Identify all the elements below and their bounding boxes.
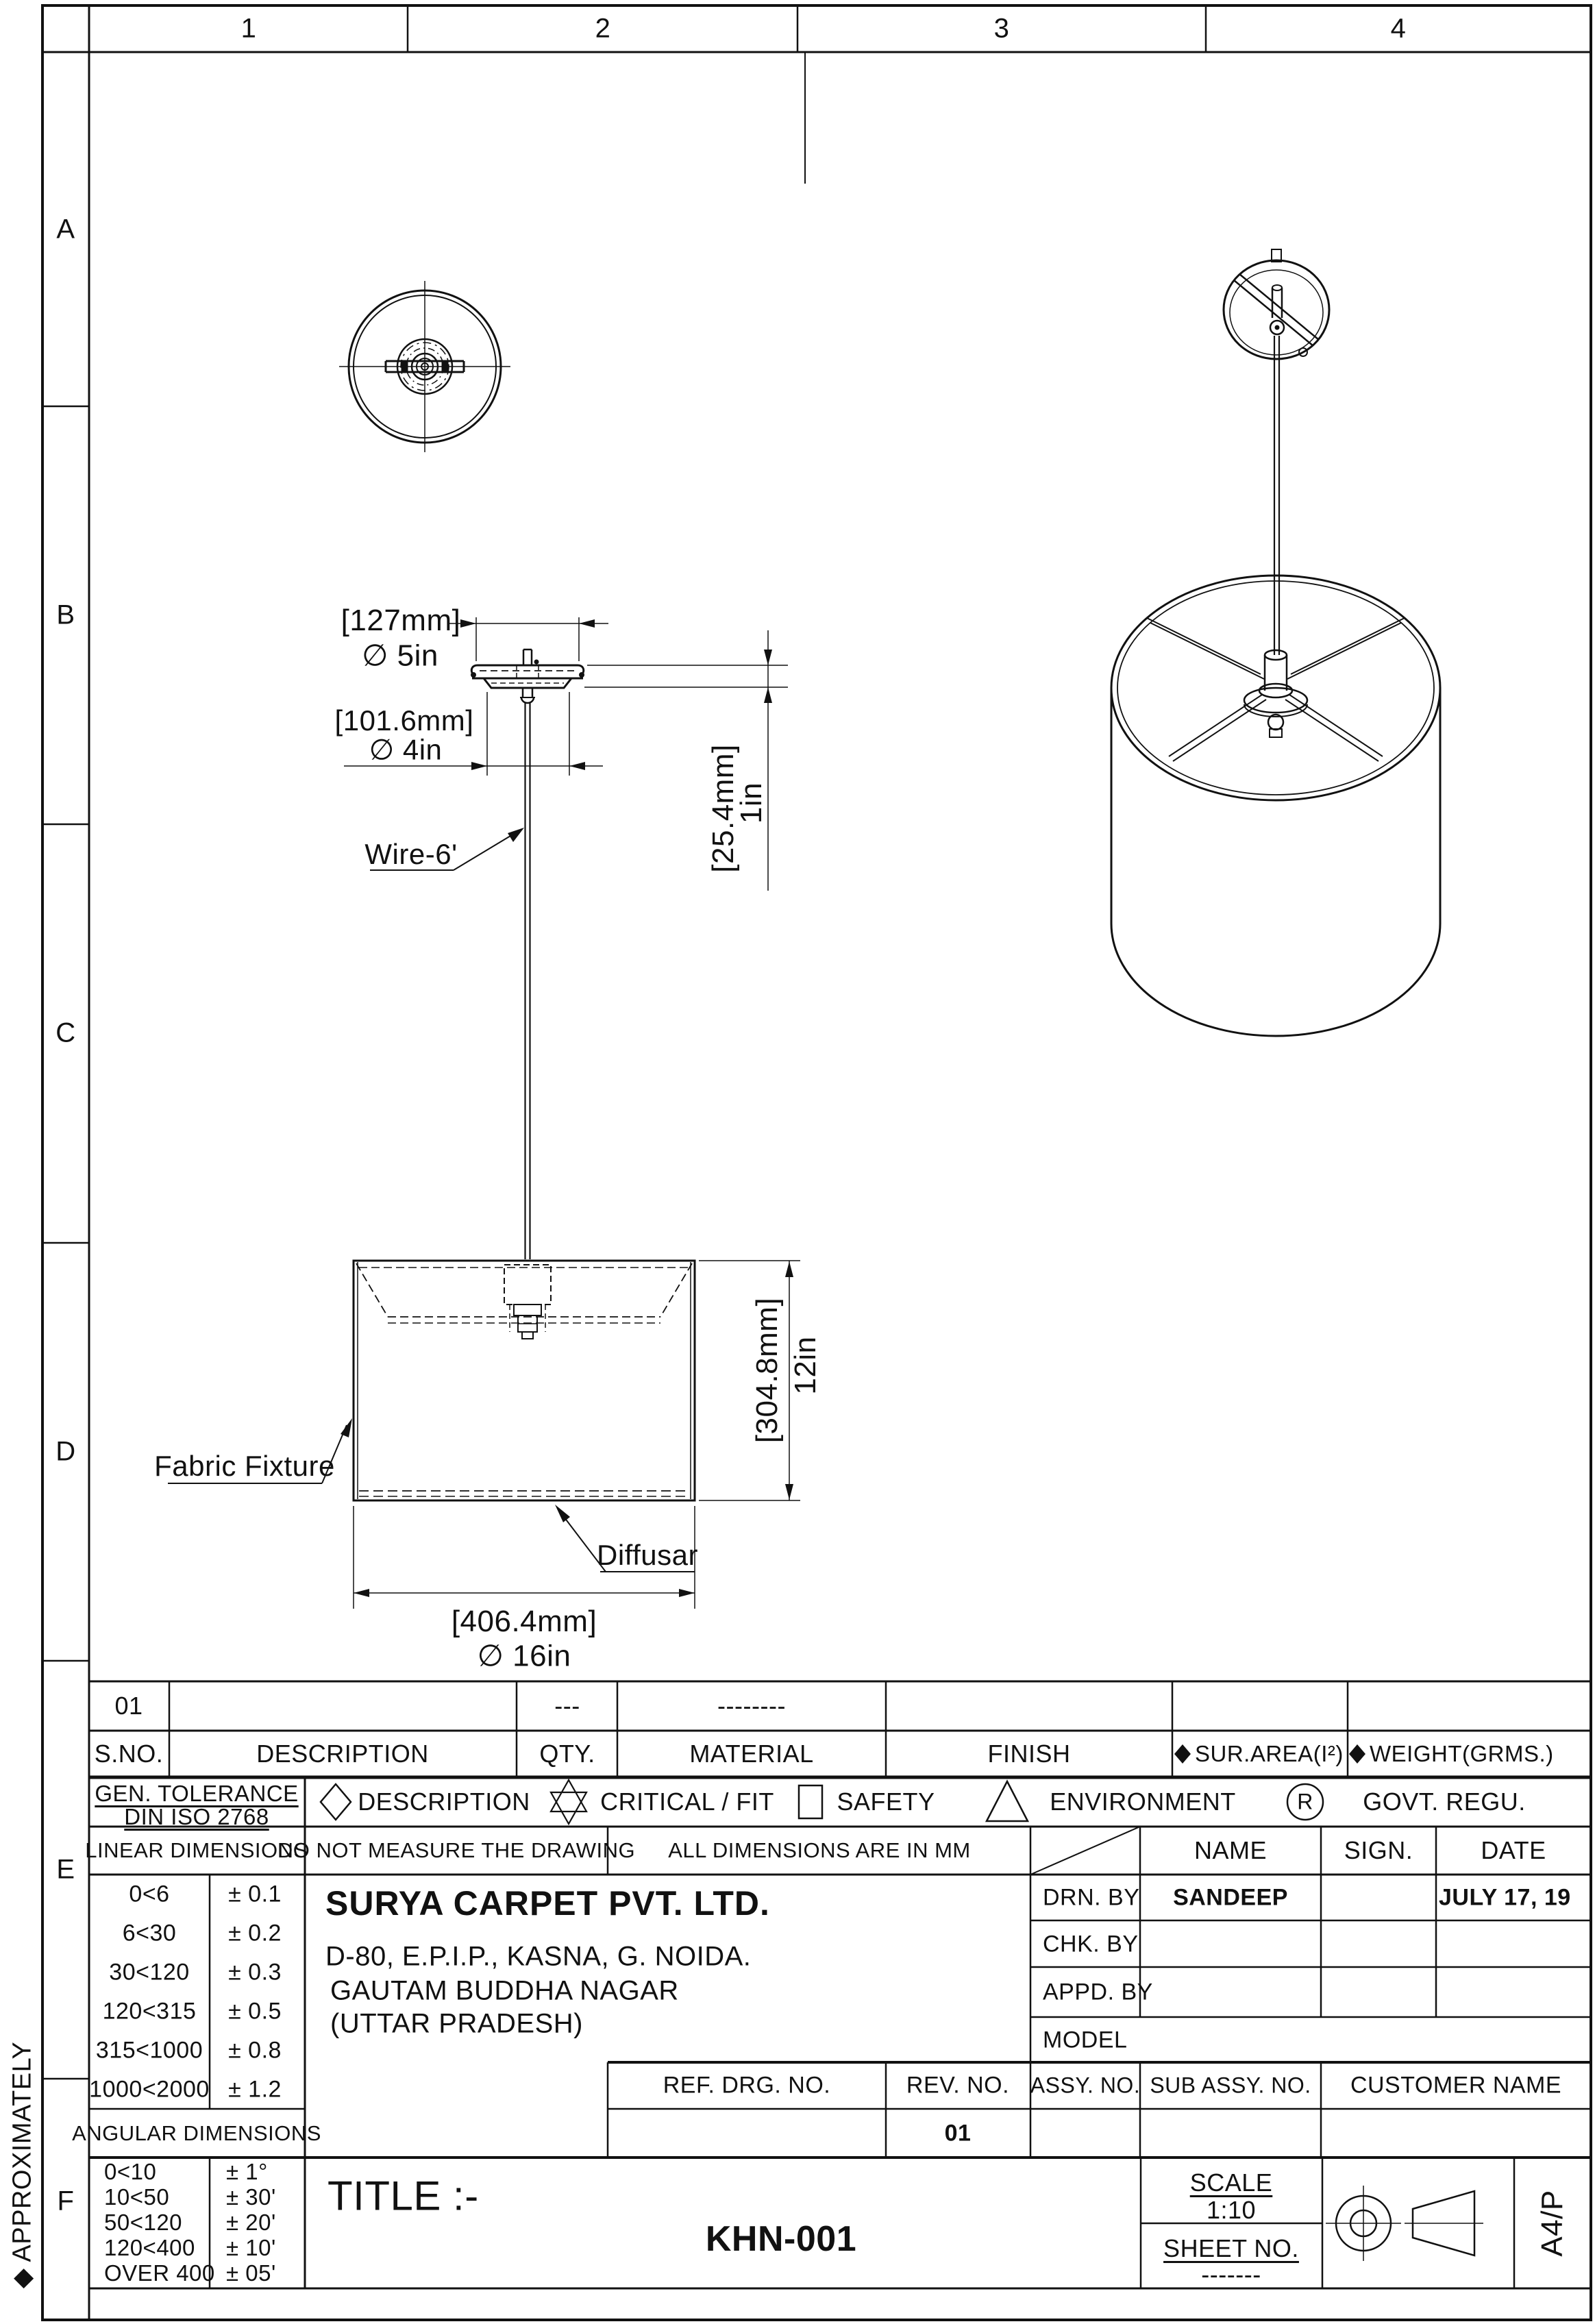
dim-12in-in: 12in bbox=[789, 1336, 822, 1395]
dim-dia16-mm: [406.4mm] bbox=[451, 1605, 597, 1638]
linear-tol-range-0: 0<6 bbox=[129, 1881, 170, 1907]
angular-tol-range-3: 120<400 bbox=[104, 2235, 195, 2260]
column-label-4: 4 bbox=[1390, 13, 1407, 44]
sign-header: SIGN. bbox=[1344, 1836, 1413, 1864]
linear-tol-range-3: 120<315 bbox=[102, 1998, 197, 2025]
angular-tol-val-2: ± 20' bbox=[226, 2210, 276, 2235]
rev-no-value: 01 bbox=[944, 2120, 972, 2147]
linear-tol-val-4: ± 0.8 bbox=[228, 2037, 282, 2064]
angular-tol-range-4: OVER 400 bbox=[104, 2260, 215, 2286]
projection-symbol-icon bbox=[1326, 2186, 1483, 2261]
legend-govt-regu: GOVT. REGU. bbox=[1363, 1788, 1526, 1816]
diffusar-label: Diffusar bbox=[597, 1539, 698, 1571]
company-address-2: GAUTAM BUDDHA NAGAR bbox=[330, 1975, 679, 2006]
side-note-approximately: ◆ APPROXIMATELY bbox=[8, 2041, 37, 2289]
gen-tolerance-line2: DIN ISO 2768 bbox=[124, 1804, 269, 1829]
name-header: NAME bbox=[1194, 1836, 1268, 1864]
sur-area-diamond-icon bbox=[1174, 1744, 1191, 1764]
header-material: MATERIAL bbox=[689, 1740, 814, 1768]
linear-tol-val-2: ± 0.3 bbox=[228, 1959, 282, 1986]
legend-critical: CRITICAL / FIT bbox=[600, 1788, 774, 1816]
dim-1in-in: 1in bbox=[734, 782, 768, 824]
legend-description: DESCRIPTION bbox=[358, 1788, 530, 1816]
dimension-height-1in bbox=[584, 630, 788, 891]
parts-qty-value: --- bbox=[554, 1692, 580, 1720]
header-qty: QTY. bbox=[539, 1740, 595, 1768]
dim-12in-mm: [304.8mm] bbox=[750, 1297, 784, 1444]
header-sur-area: SUR.AREA(I²) bbox=[1195, 1741, 1344, 1766]
drn-by-name: SANDEEP bbox=[1173, 1884, 1288, 1911]
angular-tol-val-3: ± 10' bbox=[226, 2235, 276, 2260]
row-label-d: D bbox=[55, 1436, 76, 1467]
header-sno: S.NO. bbox=[94, 1740, 164, 1768]
safety-square-icon bbox=[799, 1785, 822, 1818]
front-view-canopy bbox=[471, 650, 584, 1259]
do-not-measure-note: DO NOT MEASURE THE DRAWING bbox=[277, 1838, 636, 1862]
header-description: DESCRIPTION bbox=[256, 1740, 429, 1768]
column-label-1: 1 bbox=[240, 13, 257, 44]
company-address-1: D-80, E.P.I.P., KASNA, G. NOIDA. bbox=[325, 1941, 752, 1972]
front-view-shade bbox=[354, 1261, 695, 1500]
linear-tol-val-0: ± 0.1 bbox=[228, 1881, 282, 1907]
company-address-3: (UTTAR PRADESH) bbox=[330, 2008, 583, 2039]
linear-tol-range-5: 1000<2000 bbox=[89, 2076, 210, 2103]
row-label-a: A bbox=[56, 214, 75, 245]
title-block-grid bbox=[89, 1681, 1591, 2288]
customer-name-header: CUSTOMER NAME bbox=[1350, 2072, 1562, 2099]
top-view bbox=[339, 281, 510, 452]
linear-tol-range-1: 6<30 bbox=[122, 1920, 177, 1946]
parts-material-value: -------- bbox=[717, 1692, 786, 1720]
angular-tol-range-1: 10<50 bbox=[104, 2184, 170, 2210]
scale-value: 1:10 bbox=[1206, 2196, 1257, 2224]
row-label-f: F bbox=[57, 2186, 75, 2216]
dim-1in-mm: [25.4mm] bbox=[706, 744, 740, 873]
title-label: TITLE :- bbox=[327, 2173, 479, 2219]
angular-tol-val-0: ± 1° bbox=[226, 2159, 268, 2184]
linear-tol-val-1: ± 0.2 bbox=[228, 1920, 282, 1946]
model-label: MODEL bbox=[1043, 2027, 1128, 2053]
scale-label: SCALE bbox=[1189, 2168, 1273, 2197]
description-diamond-icon bbox=[321, 1784, 351, 1820]
dim-dia16-in: ∅ 16in bbox=[477, 1639, 571, 1673]
fabric-fixture-label: Fabric Fixture bbox=[154, 1450, 335, 1482]
sheet-no-label: SHEET NO. bbox=[1163, 2234, 1299, 2262]
dim-dia5-in: ∅ 5in bbox=[362, 639, 438, 673]
critical-star-icon-2 bbox=[551, 1792, 586, 1824]
drn-by-date: JULY 17, 19 bbox=[1439, 1884, 1571, 1911]
ref-drg-no-header: REF. DRG. NO. bbox=[663, 2072, 831, 2099]
dim-dia4-mm: [101.6mm] bbox=[334, 704, 474, 737]
angular-tol-val-4: ± 05' bbox=[226, 2260, 276, 2286]
company-name: SURYA CARPET PVT. LTD. bbox=[325, 1884, 770, 1923]
appd-by-label: APPD. BY bbox=[1043, 1979, 1153, 2005]
assy-no-header: ASSY. NO. bbox=[1030, 2073, 1141, 2098]
linear-tol-range-4: 315<1000 bbox=[95, 2037, 203, 2064]
linear-dimensions-heading: LINEAR DIMENSIONS bbox=[85, 1838, 308, 1862]
paper-size-label: A4/P bbox=[1535, 2190, 1569, 2257]
critical-star-icon bbox=[551, 1780, 586, 1812]
sheet-no-value: ------- bbox=[1201, 2260, 1261, 2288]
all-dimensions-note: ALL DIMENSIONS ARE IN MM bbox=[668, 1838, 971, 1862]
chk-by-label: CHK. BY bbox=[1043, 1931, 1139, 1957]
angular-tol-range-0: 0<10 bbox=[104, 2159, 157, 2184]
legend-r-mark: R bbox=[1297, 1789, 1313, 1814]
wire-label: Wire-6' bbox=[364, 838, 458, 870]
legend-safety: SAFETY bbox=[837, 1788, 935, 1816]
drn-by-label: DRN. BY bbox=[1043, 1884, 1140, 1911]
linear-tol-val-3: ± 0.5 bbox=[228, 1998, 282, 2025]
angular-tol-range-2: 50<120 bbox=[104, 2210, 183, 2235]
angular-tol-val-1: ± 30' bbox=[226, 2184, 276, 2210]
environment-triangle-icon bbox=[987, 1781, 1028, 1821]
parts-sno-value: 01 bbox=[114, 1692, 143, 1720]
weight-diamond-icon bbox=[1349, 1744, 1365, 1764]
isometric-view bbox=[1111, 249, 1440, 1036]
drawing-number: KHN-001 bbox=[705, 2219, 857, 2259]
rev-no-header: REV. NO. bbox=[906, 2072, 1010, 2099]
column-label-3: 3 bbox=[993, 13, 1010, 44]
dim-dia4-in: ∅ 4in bbox=[369, 733, 443, 766]
dimension-dia5 bbox=[449, 617, 608, 661]
header-finish: FINISH bbox=[987, 1740, 1071, 1768]
column-label-2: 2 bbox=[595, 13, 611, 44]
sub-assy-no-header: SUB ASSY. NO. bbox=[1150, 2073, 1311, 2098]
row-label-c: C bbox=[55, 1017, 76, 1048]
gen-tolerance-line1: GEN. TOLERANCE bbox=[95, 1781, 299, 1806]
linear-tol-range-2: 30<120 bbox=[109, 1959, 190, 1986]
date-header: DATE bbox=[1481, 1836, 1546, 1864]
row-label-e: E bbox=[56, 1854, 75, 1885]
angular-dimensions-heading: ANGULAR DIMENSIONS bbox=[72, 2121, 321, 2145]
row-label-b: B bbox=[56, 599, 75, 630]
header-weight: WEIGHT(GRMS.) bbox=[1370, 1741, 1554, 1766]
dim-dia5-mm: [127mm] bbox=[341, 604, 461, 637]
legend-environment: ENVIRONMENT bbox=[1050, 1788, 1236, 1816]
dimension-height-12in bbox=[699, 1261, 800, 1500]
linear-tol-val-5: ± 1.2 bbox=[228, 2076, 282, 2103]
